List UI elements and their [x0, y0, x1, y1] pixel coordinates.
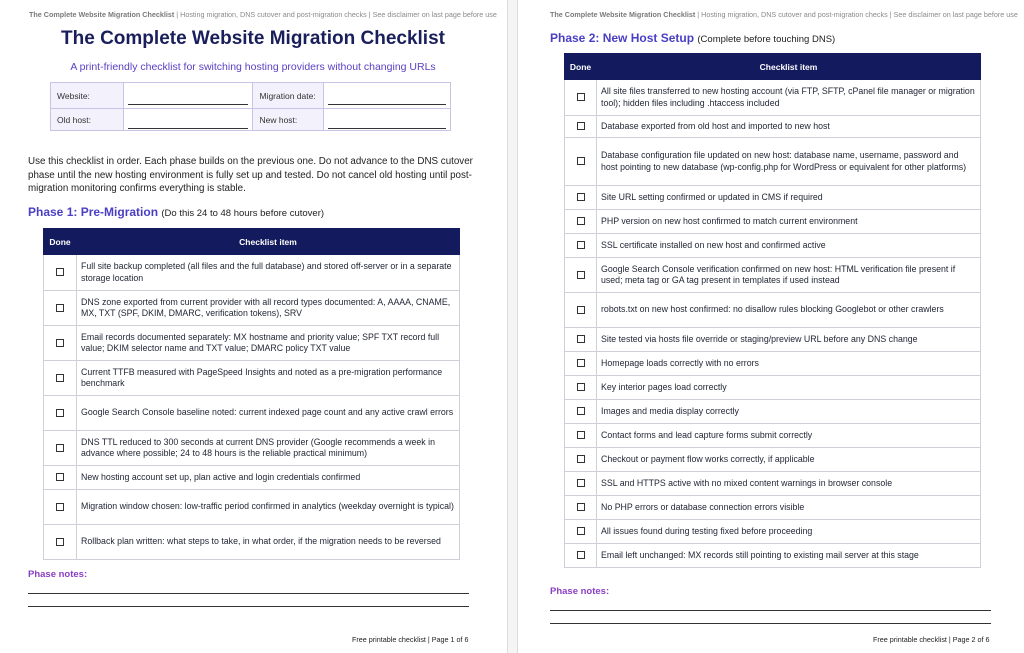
header-separator: | — [697, 10, 700, 19]
checklist-item-text: DNS TTL reduced to 300 seconds at current DNS provider (Google recommends a week in advance where possible; 24 to 48 hours is the reliable practical minimum) — [77, 431, 460, 466]
checkbox-icon[interactable] — [577, 503, 585, 511]
checklist-item-text: All issues found during testing fixed before proceeding — [597, 520, 981, 544]
done-cell — [565, 293, 597, 328]
checklist-item-text: PHP version on new host confirmed to match current environment — [597, 210, 981, 234]
phase-2-notes-label: Phase notes: — [550, 586, 610, 597]
phase-2-title: Phase 2: New Host Setup — [550, 31, 695, 45]
new-host-label: New host: — [253, 109, 324, 131]
checklist-row — [44, 326, 460, 361]
checklist-item-text: Key interior pages load correctly — [597, 376, 981, 400]
old-host-field[interactable] — [123, 109, 253, 131]
checklist-item-text: SSL and HTTPS active with no mixed content warnings in browser console — [597, 472, 981, 496]
checklist-row — [565, 80, 981, 116]
checkbox-icon[interactable] — [56, 268, 64, 276]
checklist-item-text: Database exported from old host and imported to new host — [597, 116, 981, 138]
done-cell — [565, 186, 597, 210]
done-cell — [565, 210, 597, 234]
phase-1-note-line[interactable] — [28, 593, 469, 594]
website-field[interactable] — [123, 83, 253, 109]
checklist-row — [565, 544, 981, 568]
checklist-item-text: Email left unchanged: MX records still pointing to existing mail server at this stage — [597, 544, 981, 568]
page-1-footer: Free printable checklist | Page 1 of 6 — [352, 635, 469, 644]
done-column-header: Done — [565, 54, 597, 80]
done-cell — [44, 291, 77, 326]
page-1 — [0, 0, 506, 653]
phase-1-checklist-table — [43, 228, 460, 560]
phase-1-note-line[interactable] — [28, 606, 469, 607]
phase-1-heading — [28, 205, 324, 219]
checkbox-icon[interactable] — [577, 527, 585, 535]
checklist-item-text: Site tested via hosts file override or staging/preview URL before any DNS change — [597, 328, 981, 352]
header-doc-title: The Complete Website Migration Checklist — [550, 10, 696, 19]
checklist-row — [44, 431, 460, 466]
checklist-item-text: DNS zone exported from current provider with all record types documented: A, AAAA, CNAME, MX, TXT (SPF, DKIM, DMARC, verification tokens), SRV — [77, 291, 460, 326]
header-disclaimer: See disclaimer on last page before use — [893, 10, 1018, 19]
checkbox-icon[interactable] — [577, 271, 585, 279]
checkbox-icon[interactable] — [577, 383, 585, 391]
migration-date-underline — [328, 93, 446, 105]
done-cell — [565, 116, 597, 138]
checklist-row — [565, 328, 981, 352]
header-separator: | — [889, 10, 892, 19]
done-cell — [565, 496, 597, 520]
checklist-item-text: Contact forms and lead capture forms submit correctly — [597, 424, 981, 448]
checklist-item-text: Current TTFB measured with PageSpeed Insights and noted as a pre-migration performance benchmark — [77, 361, 460, 396]
page-2-footer: Free printable checklist | Page 2 of 6 — [873, 635, 990, 644]
checkbox-icon[interactable] — [577, 455, 585, 463]
checkbox-icon[interactable] — [577, 193, 585, 201]
checklist-item-text: New hosting account set up, plan active and login credentials confirmed — [77, 466, 460, 490]
phase-2-checklist-table — [564, 53, 981, 568]
header-doc-title: The Complete Website Migration Checklist — [29, 10, 175, 19]
item-column-header: Checklist item — [77, 229, 460, 255]
document-subtitle: A print-friendly checklist for switching hosting providers without changing URLs — [70, 61, 436, 73]
done-cell — [44, 255, 77, 291]
checkbox-icon[interactable] — [577, 241, 585, 249]
done-cell — [44, 525, 77, 560]
checkbox-icon[interactable] — [56, 409, 64, 417]
checkbox-icon[interactable] — [56, 339, 64, 347]
checklist-row — [44, 255, 460, 291]
phase-2-note: (Complete before touching DNS) — [697, 34, 836, 45]
done-cell — [565, 258, 597, 293]
done-column-header: Done — [44, 229, 77, 255]
checkbox-icon[interactable] — [577, 431, 585, 439]
old-host-underline — [128, 117, 249, 129]
checklist-row — [565, 234, 981, 258]
intro-paragraph: Use this checklist in order. Each phase builds on the previous one. Do not advance to the DNS cutover phase until the new hosting environment is fully set up and tested. Do not cancel old hosting until post-migration monitoring confirms everything is stable. — [28, 156, 473, 195]
checklist-row — [565, 448, 981, 472]
checklist-item-text: robots.txt on new host confirmed: no disallow rules blocking Googlebot or other crawlers — [597, 293, 981, 328]
checkbox-icon[interactable] — [577, 157, 585, 165]
checkbox-icon[interactable] — [56, 538, 64, 546]
done-cell — [565, 400, 597, 424]
migration-date-field[interactable] — [324, 83, 451, 109]
done-cell — [565, 544, 597, 568]
page-header-strip — [29, 10, 497, 19]
done-cell — [565, 376, 597, 400]
checklist-row — [44, 291, 460, 326]
phase-1-notes-label: Phase notes: — [28, 569, 88, 580]
checklist-row — [565, 496, 981, 520]
checkbox-icon[interactable] — [577, 93, 585, 101]
header-separator: | — [368, 10, 371, 19]
new-host-underline — [328, 117, 446, 129]
checklist-row — [565, 424, 981, 448]
checkbox-icon[interactable] — [56, 304, 64, 312]
checklist-item-text: Homepage loads correctly with no errors — [597, 352, 981, 376]
checkbox-icon[interactable] — [56, 444, 64, 452]
checkbox-icon[interactable] — [56, 503, 64, 511]
phase-1-note: (Do this 24 to 48 hours before cutover) — [161, 208, 325, 219]
checklist-item-text: SSL certificate installed on new host and confirmed active — [597, 234, 981, 258]
checklist-row — [44, 466, 460, 490]
done-cell — [44, 466, 77, 490]
checklist-item-text: Google Search Console baseline noted: current indexed page count and any active crawl errors — [77, 396, 460, 431]
checkbox-icon[interactable] — [577, 217, 585, 225]
done-cell — [565, 80, 597, 116]
checklist-row — [565, 210, 981, 234]
checklist-row — [44, 525, 460, 560]
checkbox-icon[interactable] — [56, 374, 64, 382]
phase-2-heading — [550, 31, 835, 45]
done-cell — [565, 472, 597, 496]
done-cell — [44, 431, 77, 466]
checklist-item-text: Database configuration file updated on new host: database name, username, password and host pointing to new database (wp-config.php for WordPress or equivalent for other platforms) — [597, 138, 981, 186]
website-underline — [128, 93, 249, 105]
checklist-row — [565, 352, 981, 376]
header-separator: | — [176, 10, 179, 19]
old-host-label: Old host: — [51, 109, 124, 131]
checklist-row — [565, 116, 981, 138]
checkbox-icon[interactable] — [577, 359, 585, 367]
checkbox-icon[interactable] — [56, 473, 64, 481]
checklist-row — [44, 490, 460, 525]
item-column-header: Checklist item — [597, 54, 981, 80]
checklist-row — [565, 138, 981, 186]
checklist-row — [565, 376, 981, 400]
done-cell — [565, 234, 597, 258]
page-header-strip — [550, 10, 1018, 19]
migration-date-label: Migration date: — [253, 83, 324, 109]
checkbox-icon[interactable] — [577, 407, 585, 415]
done-cell — [565, 138, 597, 186]
checklist-row — [565, 258, 981, 293]
checklist-row — [565, 472, 981, 496]
checkbox-icon[interactable] — [577, 306, 585, 314]
done-cell — [44, 326, 77, 361]
checklist-item-text: Full site backup completed (all files and the full database) and stored off-server or in a separate storage location — [77, 255, 460, 291]
done-cell — [565, 352, 597, 376]
phase-2-note-line[interactable] — [550, 610, 991, 611]
header-disclaimer: See disclaimer on last page before use — [372, 10, 497, 19]
checklist-item-text: Images and media display correctly — [597, 400, 981, 424]
checkbox-icon[interactable] — [577, 551, 585, 559]
checkbox-icon[interactable] — [577, 122, 585, 130]
checkbox-icon[interactable] — [577, 335, 585, 343]
checklist-item-text: Site URL setting confirmed or updated in CMS if required — [597, 186, 981, 210]
checklist-row — [565, 186, 981, 210]
done-cell — [565, 520, 597, 544]
checkbox-icon[interactable] — [577, 479, 585, 487]
header-topic: Hosting migration, DNS cutover and post-migration checks — [180, 10, 367, 19]
checklist-row — [565, 400, 981, 424]
site-info-table — [50, 82, 451, 131]
checklist-item-text: No PHP errors or database connection errors visible — [597, 496, 981, 520]
done-cell — [44, 396, 77, 431]
done-cell — [44, 361, 77, 396]
checklist-item-text: Google Search Console verification confirmed on new host: HTML verification file present if used; meta tag or GA tag present in templates if used instead — [597, 258, 981, 293]
phase-2-note-line[interactable] — [550, 623, 991, 624]
checklist-item-text: Email records documented separately: MX hostname and priority value; SPF TXT record full value; DKIM selector name and TXT value; DMARC policy TXT value — [77, 326, 460, 361]
checklist-item-text: Checkout or payment flow works correctly, if applicable — [597, 448, 981, 472]
done-cell — [565, 328, 597, 352]
checklist-row — [44, 396, 460, 431]
checklist-row — [44, 361, 460, 396]
done-cell — [44, 490, 77, 525]
page-divider — [507, 0, 518, 653]
checklist-item-text: All site files transferred to new hosting account (via FTP, SFTP, cPanel file manager or migration tool); hidden files including .htaccess included — [597, 80, 981, 116]
done-cell — [565, 424, 597, 448]
checklist-item-text: Rollback plan written: what steps to take, in what order, if the migration needs to be reversed — [77, 525, 460, 560]
checklist-item-text: Migration window chosen: low-traffic period confirmed in analytics (weekday overnight is typical) — [77, 490, 460, 525]
header-topic: Hosting migration, DNS cutover and post-migration checks — [701, 10, 888, 19]
done-cell — [565, 448, 597, 472]
checklist-row — [565, 293, 981, 328]
page-2 — [519, 0, 1024, 653]
document-title: The Complete Website Migration Checklist — [61, 28, 445, 49]
website-label: Website: — [51, 83, 124, 109]
phase-1-title: Phase 1: Pre-Migration — [28, 205, 159, 219]
new-host-field[interactable] — [324, 109, 451, 131]
checklist-row — [565, 520, 981, 544]
